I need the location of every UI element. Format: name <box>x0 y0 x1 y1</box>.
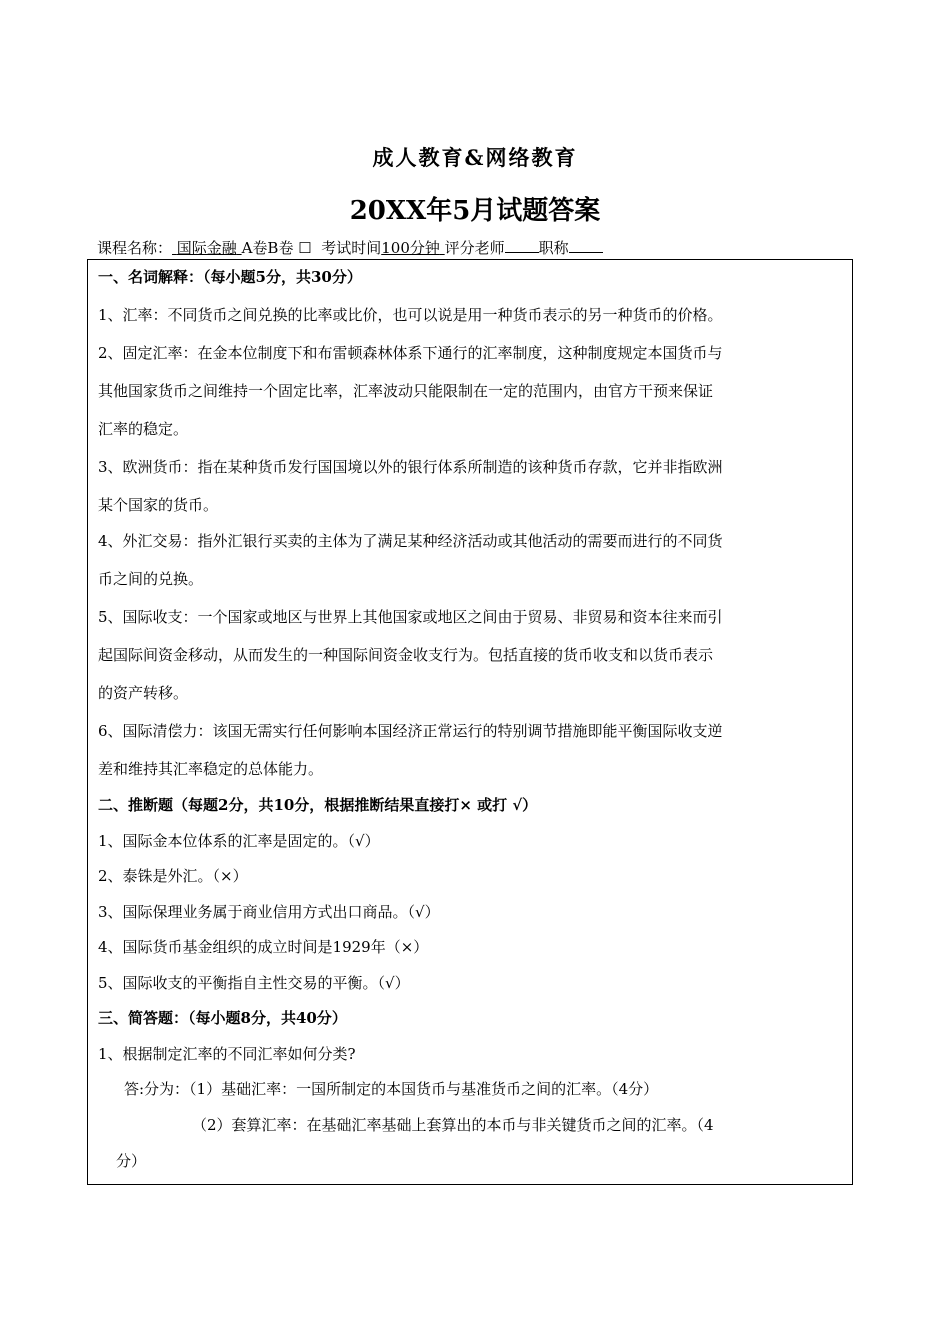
time-label: 考试时间 <box>321 239 382 257</box>
answer-line: 4、国际货币基金组织的成立时间是1929年（×） <box>98 938 429 956</box>
answer-line: 5、国际收支的平衡指自主性交易的平衡。（√） <box>98 974 410 992</box>
job-title-label: 职称 <box>538 239 569 257</box>
answer-line: 3、国际保理业务属于商业信用方式出口商品。（√） <box>98 903 440 921</box>
answer-line: 分） <box>116 1152 147 1170</box>
answer-line: 某个国家的货币。 <box>98 496 219 514</box>
answer-line: 2、固定汇率：在金本位制度下和布雷顿森林体系下通行的汇率制度，这种制度规定本国货币与 <box>98 344 723 362</box>
grader-blank <box>505 238 539 253</box>
course-name: 国际金融 <box>176 239 237 257</box>
answer-line: 1、国际金本位体系的汇率是固定的。（√） <box>98 832 380 850</box>
answer-line: 币之间的兑换。 <box>98 570 204 588</box>
course-label: 课程名称： <box>97 239 173 257</box>
time-value: 100分钟 <box>381 239 440 257</box>
paper-options: A卷B卷 ☐ <box>241 239 312 257</box>
answer-line: 5、国际收支：一个国家或地区与世界上其他国家或地区之间由于贸易、非贸易和资本往来而引 <box>98 608 723 626</box>
answer-line: 起国际间资金移动，从而发生的一种国际间资金收支行为。包括直接的货币收支和以货币表示 <box>98 646 714 664</box>
answer-line: 3、欧洲货币：指在某种货币发行国国境以外的银行体系所制造的该种货币存款，它并非指欧洲 <box>98 458 723 476</box>
section-heading-2: 二、推断题（每题2分，共10分，根据推断结果直接打× 或打 √） <box>98 796 538 814</box>
answer-line: 1、根据制定汇率的不同汇率如何分类? <box>98 1045 356 1063</box>
answer-line: 答:分为：（1）基础汇率：一国所制定的本国货币与基准货币之间的汇率。（4分） <box>124 1080 659 1098</box>
grader-label: 评分老师 <box>444 239 505 257</box>
section-heading-1: 一、名词解释：（每小题5分，共30分） <box>98 268 362 286</box>
answer-line: 2、泰铢是外汇。（×） <box>98 867 248 885</box>
page-title: 20XX年5月试题答案 <box>349 196 601 226</box>
answer-line: 1、汇率：不同货币之间兑换的比率或比价，也可以说是用一种货币表示的另一种货币的价格。 <box>98 306 723 324</box>
answer-box <box>87 259 853 1185</box>
institution-title: 成人教育&网络教育 <box>372 145 578 170</box>
answer-line: （2）套算汇率：在基础汇率基础上套算出的本币与非关键货币之间的汇率。（4 <box>192 1116 714 1134</box>
answer-line: 4、外汇交易：指外汇银行买卖的主体为了满足某种经济活动或其他活动的需要而进行的不同货 <box>98 532 723 550</box>
answer-line: 6、国际清偿力：该国无需实行任何影响本国经济正常运行的特别调节措施即能平衡国际收支逆 <box>98 722 723 740</box>
answer-line: 的资产转移。 <box>98 684 189 702</box>
answer-line: 其他国家货币之间维持一个固定比率，汇率波动只能限制在一定的范围内，由官方干预来保证 <box>98 382 714 400</box>
answer-line: 汇率的稳定。 <box>98 420 189 438</box>
answer-line: 差和维持其汇率稳定的总体能力。 <box>98 760 324 778</box>
course-info-line <box>97 237 603 258</box>
job-title-blank <box>569 238 603 253</box>
section-heading-3: 三、简答题：（每小题8分，共40分） <box>98 1009 347 1027</box>
